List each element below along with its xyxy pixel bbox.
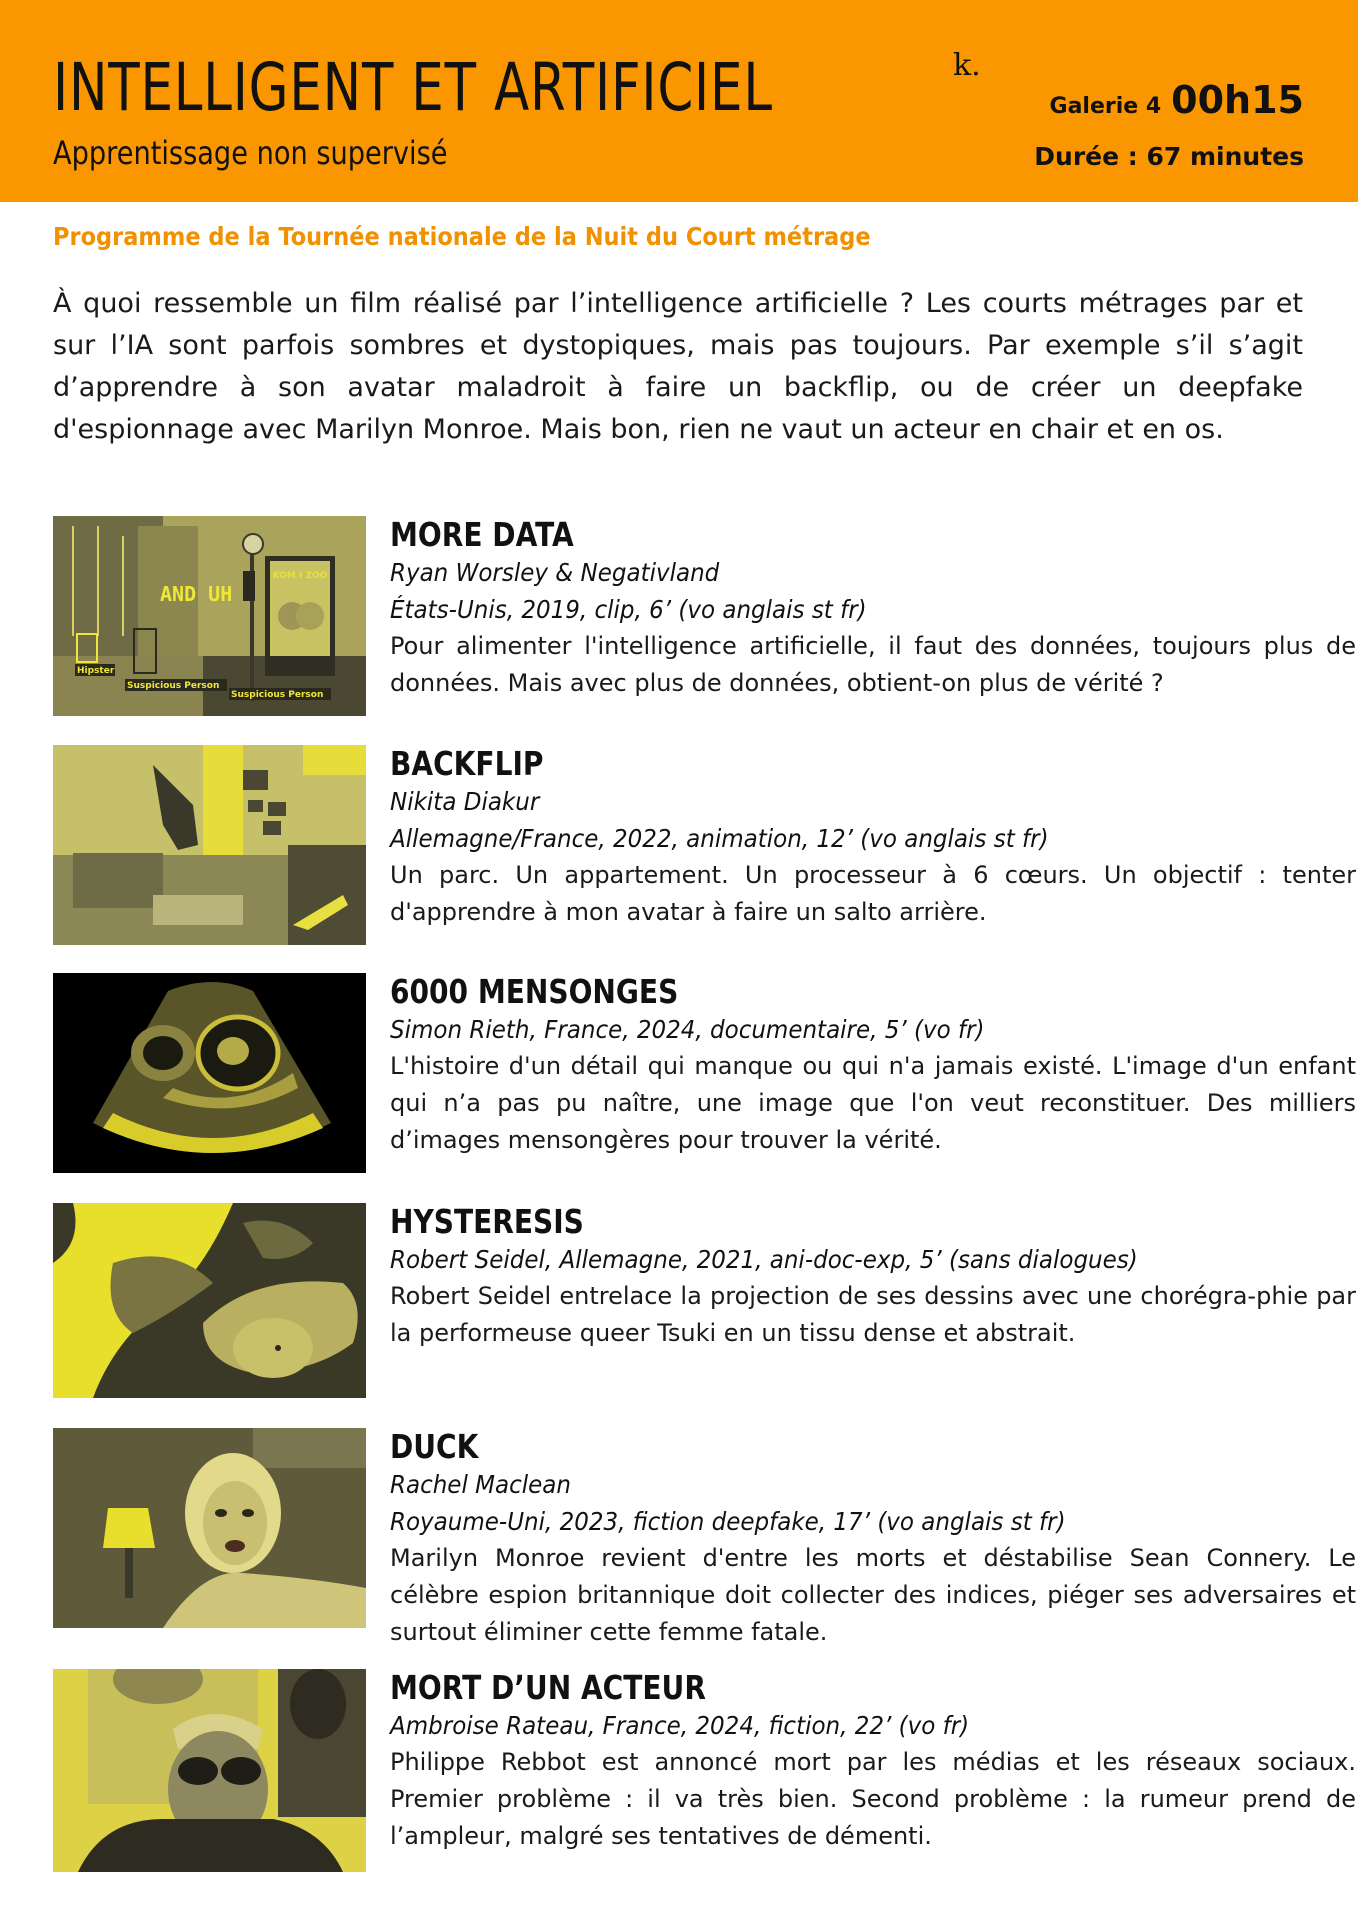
film-title: MORE DATA — [390, 515, 574, 554]
svg-text:KOM I ZOO: KOM I ZOO — [272, 571, 328, 581]
programme-label: Programme de la Tournée nationale de la Nuit du Court métrage — [53, 222, 871, 251]
film-info — [390, 1203, 1356, 1352]
film-thumbnail — [53, 973, 366, 1173]
film-director: Rachel Maclean — [390, 1470, 571, 1499]
film-details: Allemagne/France, 2022, animation, 12’ (vo anglais st fr) — [390, 824, 1049, 853]
film-thumbnail — [53, 1428, 366, 1628]
film-title: DUCK — [390, 1427, 479, 1466]
film-info — [390, 516, 1356, 702]
svg-text:Suspicious Person: Suspicious Person — [231, 690, 324, 700]
film-title: 6000 MENSONGES — [390, 972, 679, 1011]
film-details: Simon Rieth, France, 2024, documentaire, 5’ (vo fr) — [390, 1015, 985, 1044]
film-title: BACKFLIP — [390, 744, 544, 783]
film-description: Robert Seidel entrelace la projection de ses dessins avec une chorégra-phie par la performeuse queer Tsuki en un tissu dense et abstrait. — [390, 1282, 1356, 1347]
start-time: 00h15 — [1171, 78, 1304, 122]
film-director: Ryan Worsley & Negativland — [390, 558, 720, 587]
film-description: Marilyn Monroe revient d'entre les morts et déstabilise Sean Connery. Le célèbre espion britannique doit collecter des indices, piéger ses adversaires et surtout éliminer cette femme fatale. — [390, 1544, 1356, 1646]
film-details: États-Unis, 2019, clip, 6’ (vo anglais st fr) — [390, 595, 867, 624]
film-details: Royaume-Uni, 2023, fiction deepfake, 17’ (vo anglais st fr) — [390, 1507, 1066, 1536]
svg-text:AND UH: AND UH — [160, 582, 233, 606]
venue-time — [1050, 78, 1304, 122]
film-description: Pour alimenter l'intelligence artificielle, il faut des données, toujours plus de données. Mais avec plus de données, obtient-on plus de vérité ? — [390, 632, 1356, 697]
film-thumbnail — [53, 516, 366, 716]
film-description: Un parc. Un appartement. Un processeur à 6 cœurs. Un objectif : tenter d'apprendre à mon avatar à faire un salto arrière. — [390, 861, 1356, 926]
film-details: Ambroise Rateau, France, 2024, fiction, 22’ (vo fr) — [390, 1711, 970, 1740]
film-director: Nikita Diakur — [390, 787, 540, 816]
film-description: Philippe Rebbot est annoncé mort par les médias et les réseaux sociaux. Premier problème : il va très bien. Second problème : la rumeur prend de l’ampleur, malgré ses tentatives de démenti. — [390, 1748, 1356, 1850]
logo: k. — [953, 48, 981, 83]
svg-text:Hipster: Hipster — [77, 666, 115, 676]
film-details: Robert Seidel, Allemagne, 2021, ani-doc-exp, 5’ (sans dialogues) — [390, 1245, 1138, 1274]
duration-label: Durée : 67 minutes — [1034, 142, 1304, 171]
page-title: INTELLIGENT ET ARTIFICIEL — [53, 49, 773, 126]
header-banner — [0, 0, 1358, 202]
film-title: MORT D’UN ACTEUR — [390, 1668, 706, 1707]
intro-paragraph: À quoi ressemble un film réalisé par l’intelligence artificielle ? Les courts métrages par et sur l’IA sont parfois sombres et dystopiques, mais pas toujours. Par exemple s’il s’agit d’apprendre à son avatar maladroit à faire un backflip, ou de créer un deepfake d'espionnage avec Marilyn Monroe. Mais bon, rien ne vaut un acteur en chair et en os. — [53, 288, 1303, 445]
room-label: Galerie 4 — [1049, 94, 1162, 119]
film-thumbnail — [53, 1669, 366, 1872]
film-thumbnail — [53, 745, 366, 945]
film-thumbnail — [53, 1203, 366, 1398]
svg-text:Suspicious Person: Suspicious Person — [127, 681, 220, 691]
film-info — [390, 745, 1356, 931]
film-title: HYSTERESIS — [390, 1202, 584, 1241]
film-info — [390, 1428, 1356, 1651]
page-subtitle: Apprentissage non supervisé — [53, 134, 448, 172]
film-info — [390, 973, 1356, 1159]
film-description: L'histoire d'un détail qui manque ou qui n'a jamais existé. L'image d'un enfant qui n’a pas pu naître, une image que l'on veut reconstituer. Des milliers d’images mensongères pour trouver la vérité. — [390, 1052, 1356, 1154]
film-info — [390, 1669, 1356, 1855]
